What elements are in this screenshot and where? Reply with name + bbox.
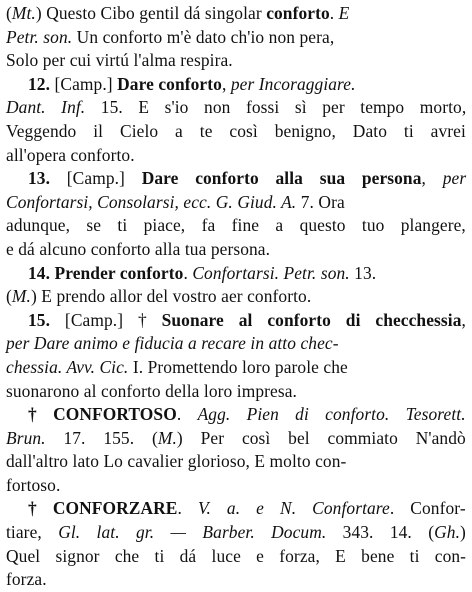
body-text: . Confor- [389, 498, 466, 519]
italic-text: Gh. [434, 522, 461, 543]
text-line [6, 49, 466, 73]
italic-text: Confortarsi. Petr. son. [192, 262, 350, 283]
body-text: . [329, 3, 339, 23]
text-line [6, 285, 466, 309]
body-text: suonarono al conforto della loro impresa. [6, 380, 297, 401]
italic-text: M. [157, 427, 177, 448]
body-text: , [221, 73, 231, 94]
body-text: Veggendo il Cielo a te così benigno, Dato ti avrei [6, 120, 466, 141]
text-line [6, 427, 466, 451]
italic-text: Gl. lat. gr. — Barber. Docum. [58, 522, 327, 543]
body-text: 13. [349, 262, 377, 283]
body-text: Quel signor che ti dá luce e forza, E bene ti con- [6, 545, 467, 566]
body-text: Un conforto m'è dato ch'io non pera, [72, 26, 335, 47]
body-text: Solo per cui virtú l'alma respira. [6, 50, 233, 71]
text-line [6, 238, 466, 262]
italic-text: V. a. e N. Confortare [197, 498, 390, 519]
body-text: tiare, [6, 522, 59, 543]
body-text: all'opera conforto. [6, 144, 135, 165]
body-text: [Camp.] [66, 168, 142, 189]
bold-text: conforto [266, 3, 330, 23]
text-line [6, 403, 466, 427]
body-text: 7. Ora [296, 191, 345, 212]
text-line [6, 521, 466, 545]
text-line [6, 73, 466, 97]
body-text: ) [460, 522, 466, 543]
body-text: [Camp.] [54, 73, 118, 94]
body-text: , [461, 309, 466, 330]
italic-text: Brun. [6, 427, 46, 448]
body-text: I. Promettendo loro parole che [128, 356, 348, 377]
bold-text: Dare conforto alla sua persona [141, 168, 422, 189]
italic-text: per [442, 168, 467, 189]
bold-text: 12. [28, 73, 55, 94]
text-line [6, 309, 466, 333]
italic-text: per Dare animo e fiducia a recare in atto chec- [6, 333, 339, 354]
bold-text: 13. [28, 168, 67, 189]
body-text: . [177, 498, 198, 519]
text-line [6, 2, 466, 26]
bold-text: Suonare al conforto di checchessia [161, 309, 462, 330]
text-line [6, 214, 466, 238]
italic-text: chessia. Avv. Cic. [6, 356, 129, 377]
text-line [6, 96, 466, 120]
bold-text: † CONFORZARE [28, 498, 178, 519]
text-line [6, 191, 466, 215]
text-line [6, 545, 466, 569]
body-text: . [183, 262, 193, 283]
italic-text: Dant. Inf. [6, 97, 86, 118]
italic-text: Agg. Pien di conforto. Tesorett. [197, 404, 466, 425]
text-line [6, 144, 466, 168]
bold-text: 15. [28, 309, 65, 330]
body-text: ( [6, 286, 12, 307]
body-text: [Camp.] † [64, 309, 162, 330]
body-text: forza. [6, 569, 47, 590]
text-line [6, 450, 466, 474]
body-text: . [176, 404, 198, 425]
body-text: dall'altro lato Lo cavalier glorioso, E molto con- [6, 451, 347, 472]
body-text: ) Per così bel commiato N'andò [176, 427, 466, 448]
text-line [6, 380, 466, 404]
text-line [6, 332, 466, 356]
body-text: ) E prendo allor del vostro aer conforto. [30, 286, 312, 307]
text-line [6, 262, 466, 286]
bold-text: Dare conforto [117, 73, 222, 94]
body-text: 17. 155. ( [45, 427, 158, 448]
italic-text: M. [11, 286, 31, 307]
text-line [6, 474, 466, 498]
italic-text: Petr. son. [6, 26, 73, 47]
body-text: ) Questo Cibo gentil dá singolar [35, 3, 267, 23]
body-text: 343. 14. ( [326, 522, 435, 543]
body-text: fortoso. [6, 474, 61, 495]
body-text: , [421, 168, 443, 189]
body-text: e dá alcuno conforto alla tua persona. [6, 238, 271, 259]
text-line [6, 120, 466, 144]
text-column [6, 2, 466, 592]
text-line [6, 167, 466, 191]
body-text: adunque, se ti piace, fa fine a questo tuo plangere, [6, 215, 466, 236]
text-line [6, 568, 466, 592]
italic-text: Confortarsi, Consolarsi, ecc. G. Giud. A. [6, 191, 297, 212]
text-line [6, 497, 466, 521]
bold-text: † CONFORTOSO [28, 404, 177, 425]
text-line [6, 356, 466, 380]
body-text: ( [6, 3, 12, 23]
bold-text: 14. Prender conforto [28, 262, 184, 283]
text-line [6, 26, 466, 50]
italic-text: E [338, 3, 350, 23]
italic-text: Mt. [11, 3, 36, 23]
body-text: 15. E s'io non fossi sì per tempo morto, [85, 97, 467, 118]
italic-text: per Incoraggiare. [230, 73, 356, 94]
